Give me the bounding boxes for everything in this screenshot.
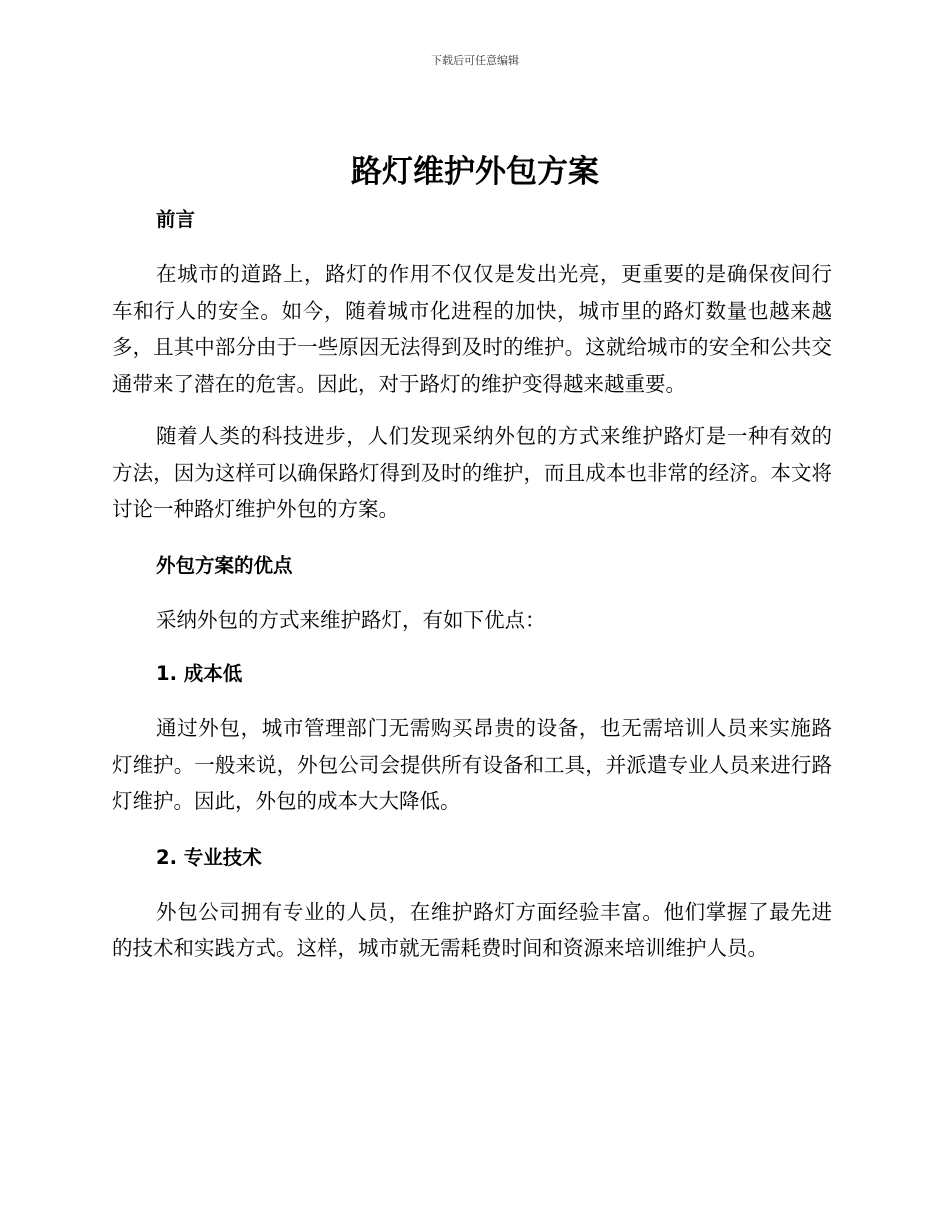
paragraph-preface-1: 在城市的道路上，路灯的作用不仅仅是发出光亮，更重要的是确保夜间行车和行人的安全。如今，随着城市化进程的加快，城市里的路灯数量也越来越多，且其中部分由于一些原因无法得到及时的维护。这就给城市的安全和公共交通带来了潜在的危害。因此，对于路灯的维护变得越来越重要。 [112,262,832,396]
paragraph-advantages-intro: 采纳外包的方式来维护路灯，有如下优点： [156,607,546,632]
section-heading-preface: 前言 [156,208,196,231]
paragraph-preface-2: 随着人类的科技进步，人们发现采纳外包的方式来维护路灯是一种有效的方法，因为这样可以确保路灯得到及时的维护，而且成本也非常的经济。本文将讨论一种路灯维护外包的方案。 [112,424,832,521]
subheading-point-1: 1. 成本低 [156,662,243,685]
header-note: 下载后可任意编辑 [431,54,519,67]
paragraph-point-2: 外包公司拥有专业的人员，在维护路灯方面经验丰富。他们掌握了最先进的技术和实践方式。这样，城市就无需耗费时间和资源来培训维护人员。 [112,899,832,960]
subheading-point-2: 2. 专业技术 [156,845,262,869]
paragraph-point-1: 通过外包，城市管理部门无需购买昂贵的设备，也无需培训人员来实施路灯维护。一般来说，外包公司会提供所有设备和工具，并派遣专业人员来进行路灯维护。因此，外包的成本大大降低。 [112,716,832,813]
section-heading-advantages: 外包方案的优点 [156,553,293,577]
document-body [112,202,832,967]
document-title: 路灯维护外包方案 [351,154,599,190]
